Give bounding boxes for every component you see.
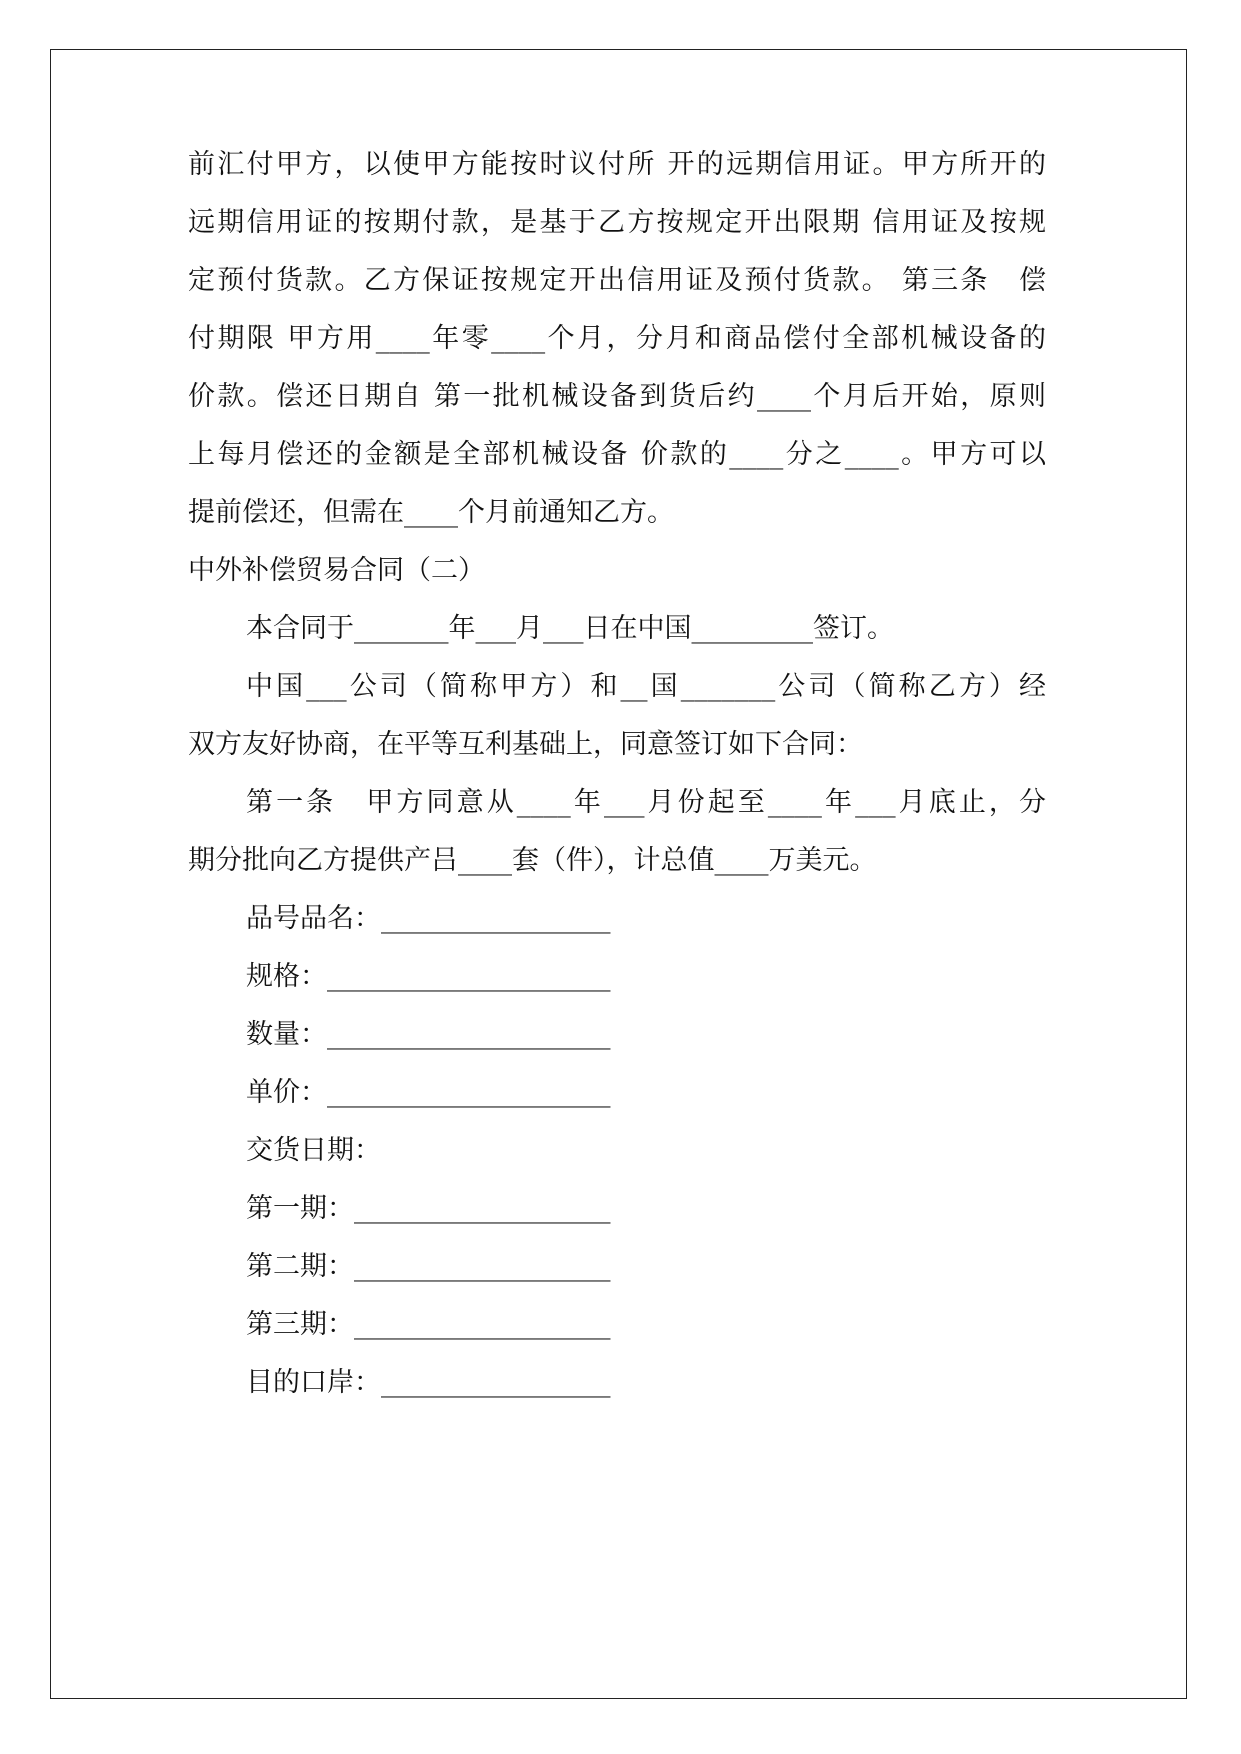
paragraph-line: 定预付货款。乙方保证按规定开出信用证及预付货款。 第三条 偿 (188, 265, 1046, 296)
field-phase-three: 第三期：___________________ (246, 1309, 611, 1340)
field-delivery-date-label: 交货日期： (246, 1135, 381, 1166)
paragraph-line: 双方友好协商，在平等互利基础上，同意签订如下合同： (188, 729, 863, 760)
paragraph-line: 前汇付甲方，以使甲方能按时议付所 开的远期信用证。甲方所开的 (188, 149, 1046, 180)
field-destination-port: 目的口岸：_________________ (246, 1367, 611, 1398)
field-phase-two: 第二期：___________________ (246, 1251, 611, 1282)
paragraph-line: 远期信用证的按期付款，是基于乙方按规定开出限期 信用证及按规 (188, 207, 1046, 238)
field-phase-one: 第一期：___________________ (246, 1193, 611, 1224)
paragraph-line: 付期限 甲方用____年零____个月，分月和商品偿付全部机械设备的 (188, 323, 1046, 354)
section-heading: 中外补偿贸易合同（二） (188, 555, 485, 586)
paragraph-line: 中国___公司（简称甲方）和__国_______公司（简称乙方）经 (246, 671, 1046, 702)
paragraph-line: 期分批向乙方提供产吕____套（件），计总值____万美元。 (188, 845, 877, 876)
field-unit-price: 单价：_____________________ (246, 1077, 611, 1108)
paragraph-line: 上每月偿还的金额是全部机械设备 价款的____分之____。甲方可以 (188, 439, 1046, 470)
paragraph-line: 本合同于_______年___月___日在中国_________签订。 (246, 613, 894, 644)
paragraph-line: 提前偿还，但需在____个月前通知乙方。 (188, 497, 674, 528)
paragraph-line: 价款。偿还日期自 第一批机械设备到货后约____个月后开始，原则 (188, 381, 1046, 412)
field-product-name: 品号品名：_________________ (246, 903, 611, 934)
paragraph-line: 第一条 甲方同意从____年___月份起至____年___月底止，分 (246, 787, 1046, 818)
field-specification: 规格：_____________________ (246, 961, 611, 992)
field-quantity: 数量：_____________________ (246, 1019, 611, 1050)
